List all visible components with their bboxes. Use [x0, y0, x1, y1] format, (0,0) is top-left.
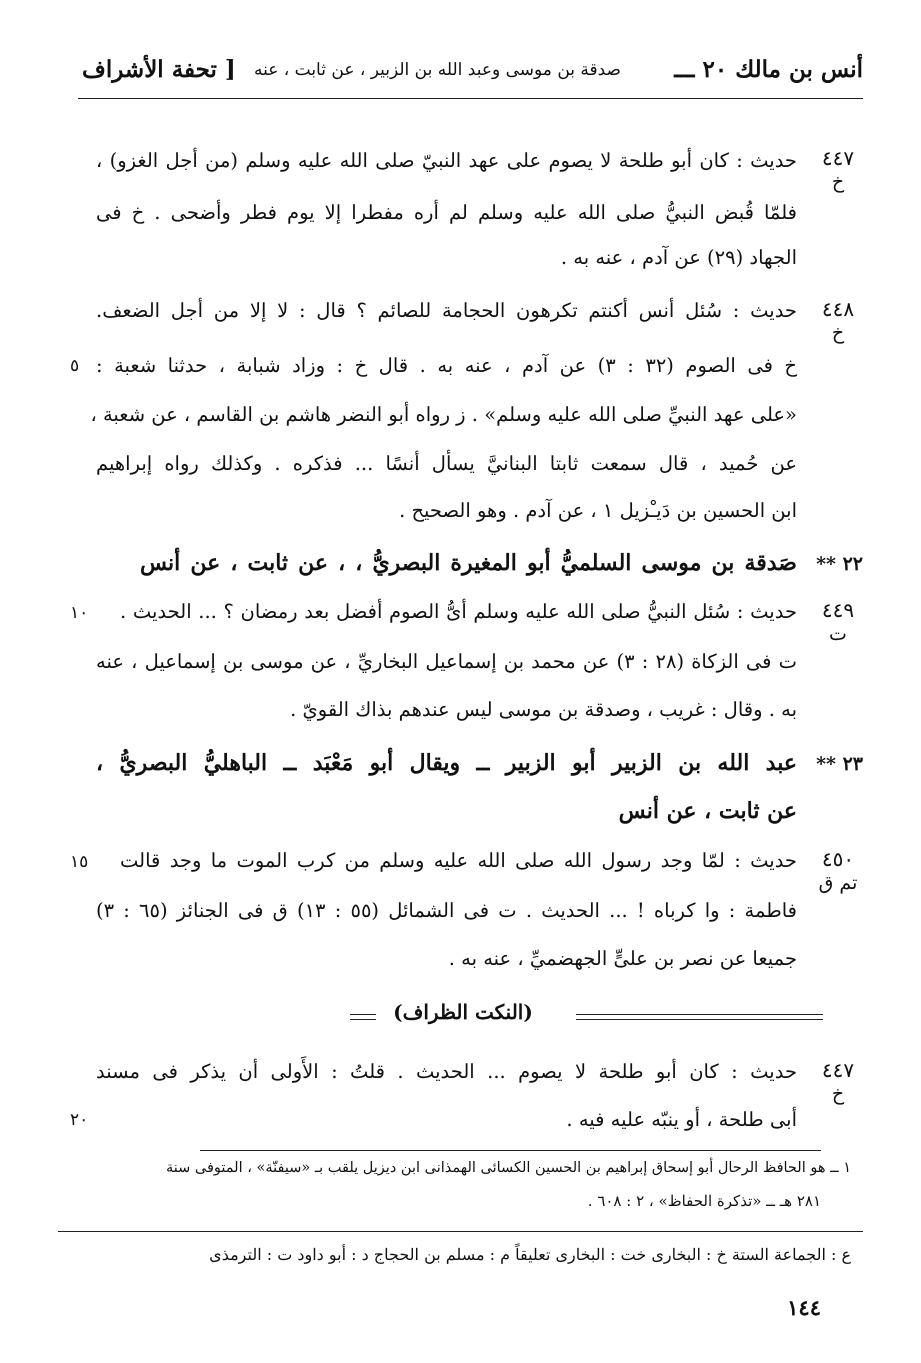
text-line: ابن الحسين بن دَيـْزيل ١ ، عن آدم . وهو الصحيح . — [399, 499, 797, 522]
header-author: أنس بن مالك ٢٠ ـــ — [674, 56, 863, 83]
text-line: حديث : سُئل النبيُّ صلى الله عليه وسلم أىُّ الصوم أفضل بعد رمضان ؟ ... الحديث . — [120, 600, 797, 623]
text-line: فلمّا قُبض النبيُّ صلى الله عليه وسلم لم أره مفطرا إلا يوم فطر وأضحى . خ فى — [96, 201, 797, 224]
divider-rule-right — [576, 1014, 823, 1020]
line-number-marker: ٢٠ — [70, 1110, 89, 1130]
header-rule — [78, 98, 863, 99]
entry-number: ٤٤٩ ت — [813, 598, 863, 646]
text-line: أبى طلحة ، أو ينبّه عليه فيه . — [566, 1108, 797, 1131]
footnote-line: ٢٨١ هـ ــ «تذكرة الحفاظ» ، ٢ : ٦٠٨ . — [587, 1192, 821, 1210]
entry-source: خ — [831, 171, 845, 193]
text-line: به . وقال : غريب ، وصدقة بن موسى ليس عندهم بذاك القويّ . — [290, 698, 797, 721]
entry-source: تم ق — [818, 872, 858, 894]
section-number: ٢٣ ** — [816, 753, 863, 775]
text-line: «على عهد النبيِّ صلى الله عليه وسلم» . ز رواه أبو النضر هاشم بن القاسم ، عن شعبة ، — [90, 403, 797, 426]
divider-title: (النكت الظراف) — [393, 1000, 533, 1024]
header-subject: صدقة بن موسى وعبد الله بن الزبير ، عن ثابت ، عنه — [253, 60, 621, 80]
entry-number: ٤٤٨ خ — [813, 297, 863, 345]
entry-number: ٤٤٧ خ — [813, 1058, 863, 1106]
line-number-marker: ١٠ — [70, 603, 89, 623]
entry-source: خ — [831, 1083, 845, 1105]
entry-number: ٤٥٠ تم ق — [813, 847, 863, 895]
entry-number: ٤٤٧ خ — [813, 146, 863, 194]
text-line: الجهاد (٢٩) عن آدم ، عنه به . — [560, 246, 797, 269]
entry-source: خ — [831, 322, 845, 344]
line-number-marker: ١٥ — [70, 852, 89, 872]
section-heading: عبد الله بن الزبير أبو الزبير ــ ويقال أبو مَعْبَد ــ الباهليُّ البصريُّ ، — [96, 750, 797, 776]
text-line: حديث : سُئل أنس أكنتم تكرهون الحجامة للصائم ؟ قال : لا إلا من أجل الضعف. — [96, 299, 797, 322]
text-line: حديث : كان أبو طلحة لا يصوم ... الحديث . قلتُ : الأَولى أن يذكر فى مسند — [96, 1060, 797, 1083]
header-book-title: [ تحفة الأشراف — [82, 56, 236, 83]
text-line: عن حُميد ، قال سمعت ثابتا البنانيَّ يسأل أنسًا ... فذكره . وكذلك رواه إبراهيم — [96, 452, 797, 475]
text-line: خ فى الصوم (٣٢ : ٣) عن آدم ، عنه به . قال خ : وزاد شبابة ، حدثنا شعبة : — [96, 354, 797, 377]
text-line: حديث : كان أبو طلحة لا يصوم على عهد النبيّ صلى الله عليه وسلم (من أجل الغزو) ، — [96, 149, 797, 172]
footnote-rule — [200, 1150, 821, 1151]
section-heading: صَدقة بن موسى السلميُّ أبو المغيرة البصريُّ ، ، عن ثابت ، عن أنس — [140, 550, 797, 576]
text-line: حديث : لمّا وجد رسول الله صلى الله عليه وسلم من كرب الموت ما وجد قالت — [120, 849, 797, 872]
text-line: ت فى الزكاة (٢٨ : ٣) عن محمد بن إسماعيل البخاريِّ ، عن موسى بن إسماعيل ، عنه — [96, 650, 797, 673]
text-line: جميعا عن نصر بن علىٍّ الجهضميِّ ، عنه به . — [448, 947, 797, 970]
line-number-marker: ٥ — [70, 356, 80, 376]
bottom-rule — [58, 1231, 863, 1232]
entry-source: ت — [829, 623, 847, 645]
section-number: ٢٢ ** — [816, 553, 863, 575]
text-line: فاطمة : وا كرباه ! ... الحديث . ت فى الشمائل (٥٥ : ١٣) ق فى الجنائز (٦٥ : ٣) — [96, 899, 798, 922]
footnote-line: ١ ــ هو الحافظ الرحال أبو إسحاق إبراهيم بن الحسين الكسائى الهمذانى ابن ديزيل يلقب بـ «سيفنّة» ، المتوفى سنة — [166, 1160, 851, 1176]
section-heading: عن ثابت ، عن أنس — [618, 798, 797, 824]
page-number: ١٤٤ — [787, 1295, 821, 1320]
abbreviations-key: ع : الجماعة الستة خ : البخارى خت : البخارى تعليقاً م : مسلم بن الحجاج د : أبو داود ت : الترمذى — [209, 1245, 851, 1264]
